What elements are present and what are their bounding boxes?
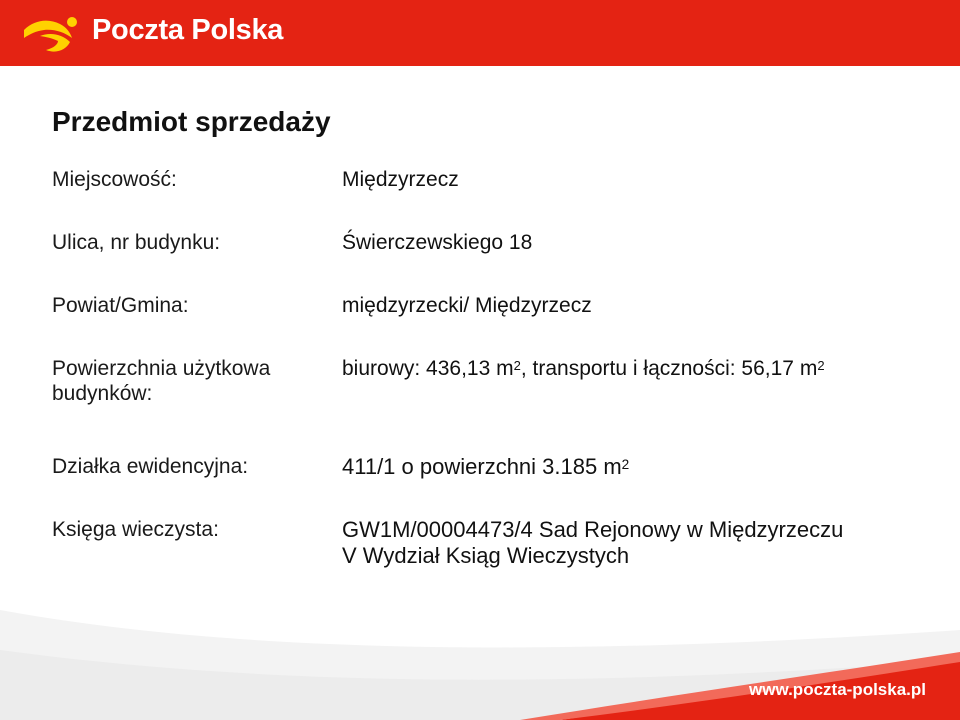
value-ksiega-line2: V Wydział Ksiąg Wieczystych (342, 543, 630, 568)
value-powiat: międzyrzecki/ Międzyrzecz (342, 294, 592, 317)
label-powierzchnia-line1: Powierzchnia użytkowa (52, 357, 271, 380)
value-ksiega (342, 517, 942, 569)
label-ksiega: Księga wieczysta: (52, 518, 219, 541)
value-dzialka (342, 454, 942, 480)
poczta-polska-horn-logo-icon (20, 10, 82, 56)
value-powierzchnia-transportu: , transportu i łączności: 56,17 m (520, 357, 818, 380)
superscript-2: 2 (621, 457, 630, 473)
value-dzialka-text: 411/1 o powierzchni 3.185 m (342, 454, 622, 479)
page-title: Przedmiot sprzedaży (52, 106, 331, 137)
value-powierzchnia-biurowy: biurowy: 436,13 m (342, 357, 514, 380)
header-bar (0, 0, 960, 66)
label-miejscowosc: Miejscowość: (52, 168, 177, 191)
footer-wave-decoration (0, 590, 960, 720)
value-miejscowosc: Międzyrzecz (342, 168, 459, 191)
value-powierzchnia (342, 356, 942, 381)
label-powierzchnia-line2: budynków: (52, 382, 153, 405)
footer-website-url: www.poczta-polska.pl (749, 680, 926, 699)
label-dzialka: Działka ewidencyjna: (52, 455, 249, 478)
label-powiat: Powiat/Gmina: (52, 294, 189, 317)
superscript-2: 2 (513, 358, 521, 374)
superscript-2: 2 (817, 358, 825, 374)
label-ulica: Ulica, nr budynku: (52, 231, 221, 254)
value-ulica: Świerczewskiego 18 (342, 231, 533, 254)
label-powierzchnia (52, 356, 332, 406)
brand-name: Poczta Polska (92, 14, 284, 46)
value-ksiega-line1: GW1M/00004473/4 Sad Rejonowy w Międzyrzeczu (342, 517, 844, 542)
